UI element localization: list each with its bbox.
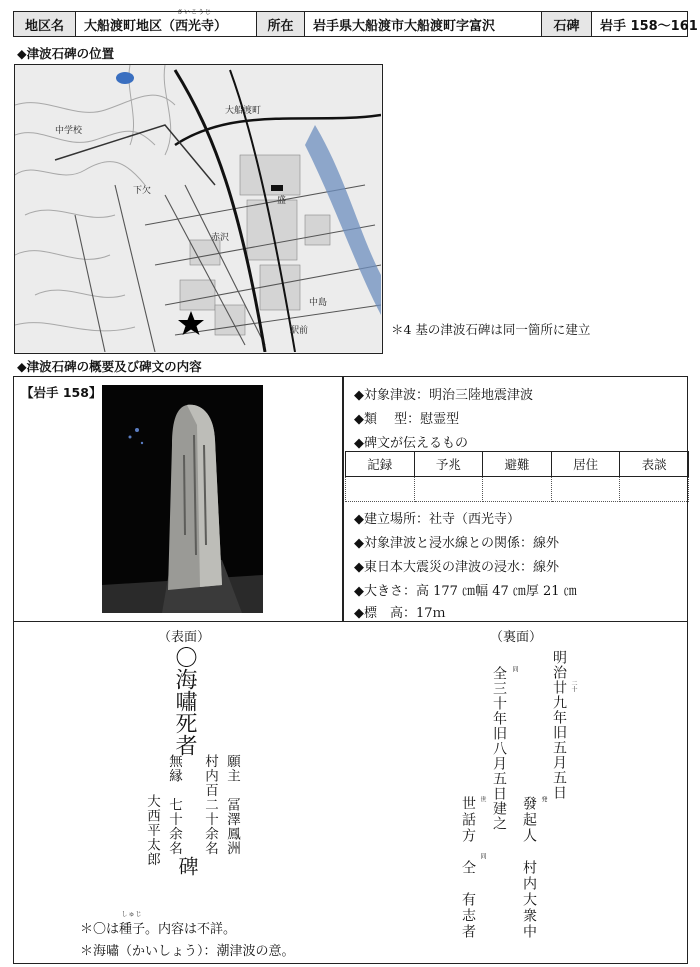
overview-divider — [342, 377, 344, 621]
map-label-4: 中島 — [309, 298, 328, 308]
map-graphic — [15, 65, 381, 352]
stone-id: 岩手 158〜161 — [600, 18, 698, 34]
front-col-0: 願主 冨澤鳳洲 — [224, 754, 240, 856]
elevation: ◆標 高：17ｍ — [354, 606, 446, 621]
cat-evacuation: 避難 — [483, 452, 552, 477]
location-value: 岩手県大船渡市大船渡町字富沢 — [305, 12, 542, 36]
district-value: 大船渡町地区（ さいこうじ 西光寺 ） — [76, 12, 257, 36]
overview-box — [13, 376, 688, 622]
back-col-2: 發起人 村内大衆中 — [521, 796, 537, 940]
cat-residence: 居住 — [551, 452, 620, 477]
note-1: ＊〇は しゅじ 種子。内容は不詳。 — [80, 911, 237, 937]
relation: ◆対象津波と浸水線との関係：線外 — [354, 536, 559, 551]
cat-evacuation-check — [483, 477, 552, 502]
cat-story-check — [620, 477, 689, 502]
district-label: 地区名 — [14, 12, 76, 36]
map-section-title: ◆津波石碑の位置 — [17, 46, 115, 61]
cat-record: 記録 — [346, 452, 415, 477]
back-col-1: 全三十年旧八月五日建之 — [491, 666, 507, 831]
stone-photo[interactable] — [102, 385, 263, 613]
build-place: ◆建立場所：社寺（西光寺） — [354, 512, 520, 527]
location-map[interactable] — [14, 64, 383, 354]
target-tsunami: ◆対象津波：明治三陸地震津波 — [354, 388, 533, 403]
back-small-3: 世 — [479, 796, 486, 802]
back-col-0: 明治廿九年旧五月五日 — [551, 650, 567, 800]
cat-residence-check — [551, 477, 620, 502]
cat-record-check — [346, 477, 415, 502]
conveys-title: ◆碑文が伝えるもの — [354, 436, 468, 451]
back-col-3: 世話方 仝 有志者 — [460, 796, 476, 940]
overview-section-title: ◆津波石碑の概要及び碑文の内容 — [17, 359, 202, 374]
front-bottom: 碑 — [175, 856, 199, 876]
cat-story: 表談 — [620, 452, 689, 477]
map-label-1: 下欠 — [133, 186, 152, 196]
back-small-0: 二十 — [570, 680, 577, 692]
back-small-1: 同 — [511, 666, 518, 672]
stone-photo-graphic — [102, 385, 263, 613]
stone-tag: 【岩手 158】 — [21, 385, 102, 400]
location-label: 所在 — [257, 12, 305, 36]
map-label-0: 中学校 — [55, 126, 83, 136]
map-label-6: 駅前 — [290, 326, 309, 336]
cat-omen: 予兆 — [414, 452, 483, 477]
stone-type: ◆類 型：慰霊型 — [354, 412, 460, 427]
cat-omen-check — [414, 477, 483, 502]
inundation: ◆東日本大震災の津波の浸水：線外 — [354, 560, 559, 575]
map-label-2: 盛 — [277, 196, 287, 206]
front-col-2: 無縁 七十余名 — [166, 754, 182, 856]
front-col-1: 村内百二十余名 — [202, 754, 218, 856]
front-col-3: 大西平太郎 — [144, 794, 160, 867]
map-note: ＊4 基の津波石碑は同一箇所に建立 — [391, 322, 591, 337]
inscription-box — [13, 622, 688, 964]
front-label: （表面） — [158, 630, 211, 645]
back-small-4: 同 — [479, 853, 486, 859]
front-main: 〇海嘯死者 — [172, 646, 197, 756]
header-table — [13, 8, 698, 37]
conveys-table — [345, 451, 689, 502]
back-label: （裏面） — [490, 630, 543, 645]
stone-label: 石碑 — [542, 12, 592, 36]
back-small-2: 発 — [540, 796, 547, 802]
stone-size: ◆大きさ：高 177 ㎝幅 47 ㎝厚 21 ㎝ — [354, 584, 577, 599]
map-label-5: 大船渡町 — [225, 106, 262, 116]
map-label-3: 赤沢 — [211, 233, 230, 243]
note-2: ＊海嘯（かいしょう）：潮津波の意。 — [80, 944, 295, 959]
